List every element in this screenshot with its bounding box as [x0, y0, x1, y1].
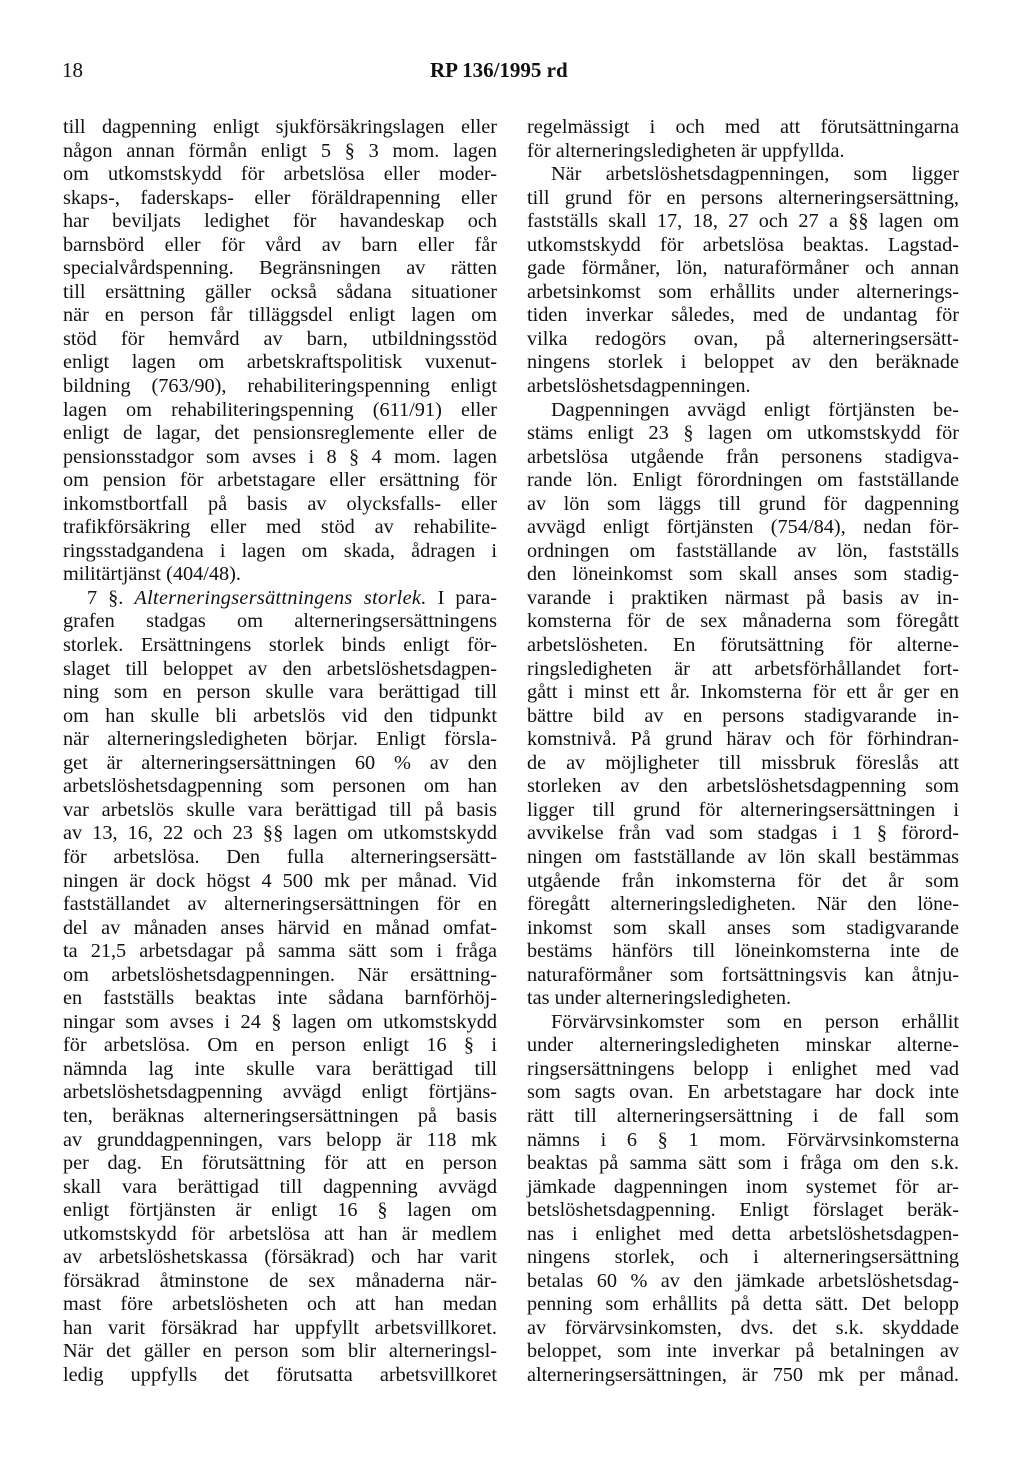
- text-line: enligt lagen om arbetskraftspolitisk vuxenut-: [63, 351, 497, 374]
- text-line: under alterneringsledigheten minskar alterne-: [527, 1034, 959, 1057]
- text-line: tas under alterneringsledigheten.: [527, 987, 792, 1010]
- text-line: bestäms hänförs till löneinkomsterna inte de: [527, 940, 959, 963]
- text-line: lagen om rehabiliteringspenning (611/91) eller: [63, 398, 497, 421]
- text-line: för arbetslösa. Om en person enligt 16 § i: [63, 1034, 497, 1057]
- text-line: inkomst som skall anses som stadigvarande: [527, 916, 959, 939]
- text-line: ringsstadgandena i lagen om skada, ådragen i: [63, 539, 497, 562]
- text-line: arbetslöshetsdagpenning som personen om han: [63, 775, 497, 798]
- text-line: fastställs skall 17, 18, 27 och 27 a §§ lagen om: [527, 210, 959, 233]
- text-line: om han skulle bli arbetslös vid den tidpunkt: [63, 704, 497, 727]
- text-line: enligt förtjänsten är enligt 16 § lagen om: [63, 1199, 497, 1222]
- text-line: skaps-, faderskaps- eller föräldrapenning eller: [63, 186, 497, 209]
- text-line: ning som en person skulle vara berättigad till: [63, 681, 497, 704]
- text-line: naturaförmåner som fortsättningsvis kan åtnju-: [527, 963, 959, 986]
- text-line: bättre bild av en persons stadigvarande in-: [527, 704, 959, 727]
- text-line: till dagpenning enligt sjukförsäkringslagen eller: [63, 116, 497, 138]
- text-line: till ersättning gäller också sådana situationer: [63, 280, 497, 303]
- text-line: de av möjligheter till missbruk föreslås att: [527, 751, 959, 774]
- text-line: av arbetslöshetskassa (försäkrad) och har varit: [63, 1246, 497, 1269]
- text-line: beaktas på samma sätt som i fråga om den s.k.: [527, 1152, 959, 1175]
- text-line: penning som erhållits på detta sätt. Det belopp: [527, 1293, 959, 1316]
- text-line: betalas 60 % av den jämkade arbetslöshetsdag-: [527, 1269, 959, 1292]
- text-line: militärtjänst (404/48).: [63, 563, 241, 586]
- text-line: om pension för arbetstagare eller ersättning för: [63, 469, 497, 492]
- text-line: ningen är dock högst 4 500 mk per månad. Vid: [63, 869, 497, 892]
- text-line: pensionsstadgor som avses i 8 § 4 mom. lagen: [63, 445, 497, 468]
- text-line: som sagts ovan. En arbetstagare har dock inte: [527, 1081, 959, 1104]
- text-line: enligt de lagar, det pensionsreglemente eller de: [63, 422, 497, 445]
- text-line: bildning (763/90), rehabiliteringspenning enligt: [63, 375, 497, 398]
- text-line: utgående från inkomsterna för det år som: [527, 869, 959, 892]
- text-line: tiden inverkar således, med de undantag för: [527, 304, 959, 327]
- text-line: barnsbörd eller för vård av barn eller får: [63, 233, 497, 256]
- text-line: av förvärvsinkomsten, dvs. det s.k. skyddade: [527, 1316, 959, 1339]
- text-line: fastställandet av alterneringsersättningen för en: [63, 893, 497, 916]
- text-line: gade förmåner, lön, naturaförmåner och annan: [527, 257, 959, 280]
- text-line: jämkade dagpenningen inom systemet för ar-: [527, 1175, 959, 1198]
- text-line: för arbetslösa. Den fulla alterneringsersätt-: [63, 845, 497, 868]
- text-line: föregått alterneringsledigheten. När den löne-: [527, 893, 959, 916]
- text-line: arbetslösa utgående från personens stadigva-: [527, 445, 959, 468]
- text-line: beloppet, som inte inverkar på betalningen av: [527, 1340, 959, 1363]
- text-line: ledig uppfylls det förutsatta arbetsvillkoret: [63, 1363, 497, 1386]
- text-line: Förvärvsinkomster som en person erhållit: [551, 1010, 959, 1033]
- text-line: get är alterneringsersättningen 60 % av den: [63, 751, 497, 774]
- text-line: komstnivå. På grund härav och för förhindran-: [527, 728, 959, 751]
- text-line: när alterneringsledigheten börjar. Enligt försla-: [63, 728, 497, 751]
- text-line: av lön som läggs till grund för dagpenning: [527, 492, 959, 515]
- text-line: nas i enlighet med detta arbetslöshetsdagpen-: [527, 1222, 959, 1245]
- text-line: komsterna för de sex månaderna som föregått: [527, 610, 959, 633]
- text-line: arbetslöshetsdagpenningen.: [527, 375, 751, 398]
- text-line: ringsledigheten är att arbetsförhållandet fort-: [527, 657, 959, 680]
- text-line: ringsersättningens belopp i enlighet med vad: [527, 1057, 959, 1080]
- text-line: rätt till alterneringsersättning i de fall som: [527, 1104, 959, 1127]
- text-line: storleken av den arbetslöshetsdagpenning som: [527, 775, 959, 798]
- text-line: av grunddagpenningen, vars belopp är 118 mk: [63, 1128, 497, 1151]
- document-id: RP 136/1995 rd: [430, 58, 568, 82]
- text-line: När det gäller en person som blir alterneringsl-: [63, 1340, 497, 1363]
- page-number: 18: [62, 58, 83, 82]
- text-line: när en person får tilläggsdel enligt lagen om: [63, 304, 497, 327]
- text-line: del av månaden anses härvid en månad omfat-: [63, 916, 497, 939]
- text-line: storlek. Ersättningens storlek binds enligt för-: [63, 634, 497, 657]
- text-line: rande lön. Enligt förordningen om fastställande: [527, 469, 959, 492]
- text-line: varande i praktiken närmast på basis av in-: [527, 586, 959, 609]
- text-line: mast före arbetslösheten och att han medan: [63, 1293, 497, 1316]
- text-line: inkomstbortfall på basis av olycksfalls- eller: [63, 492, 497, 515]
- text-line: för alterneringsledigheten är uppfyllda.: [527, 139, 845, 162]
- text-line: av 13, 16, 22 och 23 §§ lagen om utkomstskydd: [63, 822, 497, 845]
- text-line: vilka redogörs ovan, på alterneringsersätt-: [527, 327, 959, 350]
- text-line: arbetslöshetsdagpenning avvägd enligt förtjäns-: [63, 1081, 497, 1104]
- text-line: regelmässigt i och med att förutsättningarna: [527, 116, 959, 138]
- text-line: specialvårdspenning. Begränsningen av rätten: [63, 257, 497, 280]
- text-line: alterneringsersättningen, är 750 mk per månad.: [527, 1363, 959, 1386]
- text-line: ligger till grund för alterneringsersättningen i: [527, 798, 959, 821]
- text-line: arbetslösheten. En förutsättning för alterne-: [527, 634, 959, 657]
- text-line: avvägd enligt förtjänsten (754/84), nedan för-: [527, 516, 959, 539]
- text-line: ningen om fastställande av lön skall bestämmas: [527, 845, 959, 868]
- text-line: arbetsinkomst som erhållits under alternerings-: [527, 280, 959, 303]
- text-line: ten, beräknas alterneringsersättningen på basis: [63, 1104, 497, 1127]
- text-line: den löneinkomst som skall anses som stadig-: [527, 563, 959, 586]
- text-line: grafen stadgas om alterneringsersättningens: [63, 610, 497, 633]
- text-line: någon annan förmån enligt 5 § 3 mom. lagen: [63, 139, 497, 162]
- text-line: gått i minst ett år. Inkomsterna för ett år ger en: [527, 681, 959, 704]
- section-heading: Alterneringsersättningens storlek.: [134, 586, 427, 609]
- text-line: utkomstskydd för arbetslösa beaktas. Lagstad-: [527, 233, 959, 256]
- text-line: försäkrad åtminstone de sex månaderna när-: [63, 1269, 497, 1292]
- text-line: 7 §. Alterneringsersättningens storlek. I para-: [87, 586, 497, 609]
- text-line: har beviljats ledighet för havandeskap och: [63, 210, 497, 233]
- text-line: nämnda lag inte skulle vara berättigad till: [63, 1057, 497, 1080]
- text-line: avvikelse från vad som stadgas i 1 § förord-: [527, 822, 959, 845]
- text-line: trafikförsäkring eller med stöd av rehabilite-: [63, 516, 497, 539]
- text-line: per dag. En förutsättning för att en person: [63, 1152, 497, 1175]
- text-line: ningar som avses i 24 § lagen om utkomstskydd: [63, 1010, 497, 1033]
- right-text-column: [527, 116, 959, 1388]
- text-line: ningens storlek, och i alterneringsersättning: [527, 1246, 959, 1269]
- text-line: betslöshetsdagpenning. Enligt förslaget beräk-: [527, 1199, 959, 1222]
- text-line: När arbetslöshetsdagpenningen, som ligger: [551, 163, 959, 186]
- text-line: om arbetslöshetsdagpenningen. När ersättning-: [63, 963, 497, 986]
- text-line: om utkomstskydd för arbetslösa eller moder-: [63, 163, 497, 186]
- text-line: skall vara berättigad till dagpenning avvägd: [63, 1175, 497, 1198]
- text-line: stäms enligt 23 § lagen om utkomstskydd för: [527, 422, 959, 445]
- text-line: ningens storlek i beloppet av den beräknade: [527, 351, 959, 374]
- text-line: var arbetslös skulle vara berättigad till på basis: [63, 798, 497, 821]
- text-line: stöd för hemvård av barn, utbildningsstöd: [63, 327, 497, 350]
- text-line: Dagpenningen avvägd enligt förtjänsten be-: [551, 398, 959, 421]
- text-line: slaget till beloppet av den arbetslöshetsdagpen-: [63, 657, 497, 680]
- text-line: ordningen om fastställande av lön, fastställs: [527, 539, 959, 562]
- text-line: ta 21,5 arbetsdagar på samma sätt som i fråga: [63, 940, 497, 963]
- text-line: utkomstskydd för arbetslösa att han är medlem: [63, 1222, 497, 1245]
- text-line: till grund för en persons alterneringsersättning,: [527, 186, 959, 209]
- text-line: han varit försäkrad har uppfyllt arbetsvillkoret.: [63, 1316, 497, 1339]
- text-line: nämns i 6 § 1 mom. Förvärvsinkomsterna: [527, 1128, 959, 1151]
- left-text-column: [63, 116, 497, 1388]
- page-header: [62, 58, 962, 84]
- text-line: en fastställs beaktas inte sådana barnförhöj-: [63, 987, 497, 1010]
